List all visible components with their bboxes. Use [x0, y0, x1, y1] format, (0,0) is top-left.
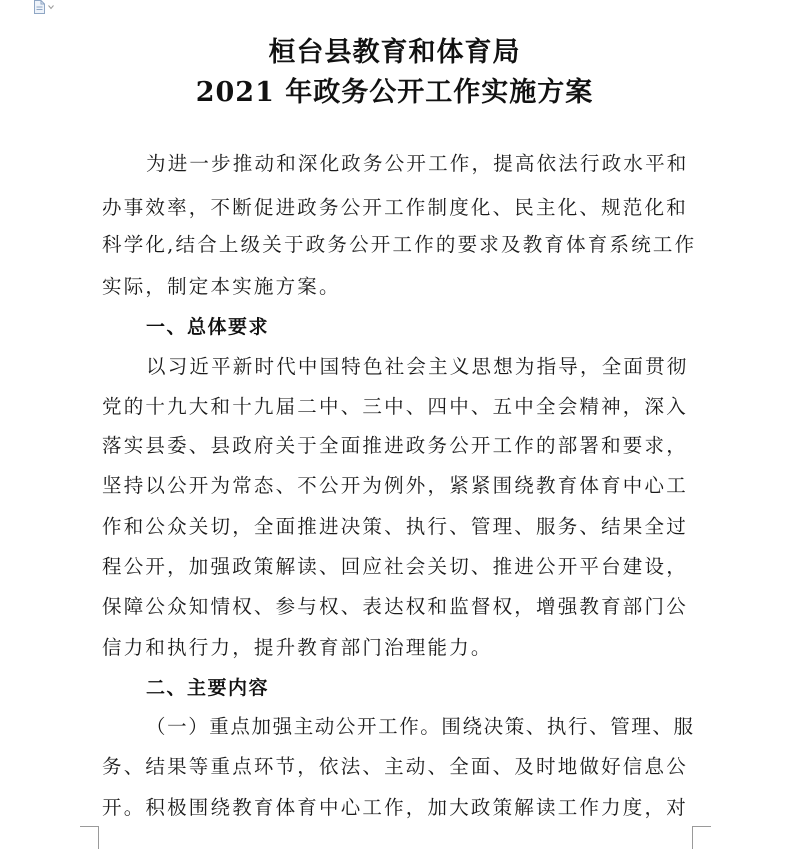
document-icon	[34, 0, 45, 14]
page-margin-marker-right	[692, 826, 711, 849]
page-margin-marker-left	[80, 826, 99, 849]
paragraph-line: （一）重点加强主动公开工作。围绕决策、执行、管理、服	[146, 715, 695, 738]
paragraph-line: 落实县委、县政府关于全面推进政务公开工作的部署和要求，	[102, 434, 688, 457]
paragraph-line: 实际，制定本实施方案。	[102, 275, 341, 298]
paragraph-line: 坚持以公开为常态、不公开为例外，紧紧围绕教育体育中心工	[102, 474, 688, 497]
document-menu[interactable]	[34, 0, 64, 14]
paragraph-line: 科学化,结合上级关于政务公开工作的要求及教育体育系统工作	[102, 233, 697, 256]
paragraph-line: 办事效率，不断促进政务公开工作制度化、民主化、规范化和	[102, 196, 688, 219]
paragraph-line: 党的十九大和十九届二中、三中、四中、五中全会精神，深入	[102, 395, 688, 418]
paragraph-line: 以习近平新时代中国特色社会主义思想为指导，全面贯彻	[146, 355, 689, 378]
paragraph-line: 保障公众知情权、参与权、表达权和监督权，增强教育部门公	[102, 595, 688, 618]
document-title-line2: 2021 年政务公开工作实施方案	[195, 77, 594, 108]
paragraph-line: 程公开，加强政策解读、回应社会关切、推进公开平台建设，	[102, 555, 688, 578]
chevron-down-icon	[48, 0, 54, 10]
paragraph-line: 作和公众关切，全面推进决策、执行、管理、服务、结果全过	[102, 515, 688, 538]
section-heading: 二、主要内容	[146, 677, 270, 699]
document-title-line1: 桓台县教育和体育局	[268, 37, 521, 68]
paragraph-line: 信力和执行力，提升教育部门治理能力。	[102, 636, 493, 659]
paragraph-line: 开。积极围绕教育体育中心工作，加大政策解读工作力度，对	[102, 796, 688, 819]
paragraph-line: 为进一步推动和深化政务公开工作，提高依法行政水平和	[146, 152, 689, 175]
paragraph-line: 务、结果等重点环节，依法、主动、全面、及时地做好信息公	[102, 755, 688, 778]
section-heading: 一、总体要求	[146, 316, 270, 338]
